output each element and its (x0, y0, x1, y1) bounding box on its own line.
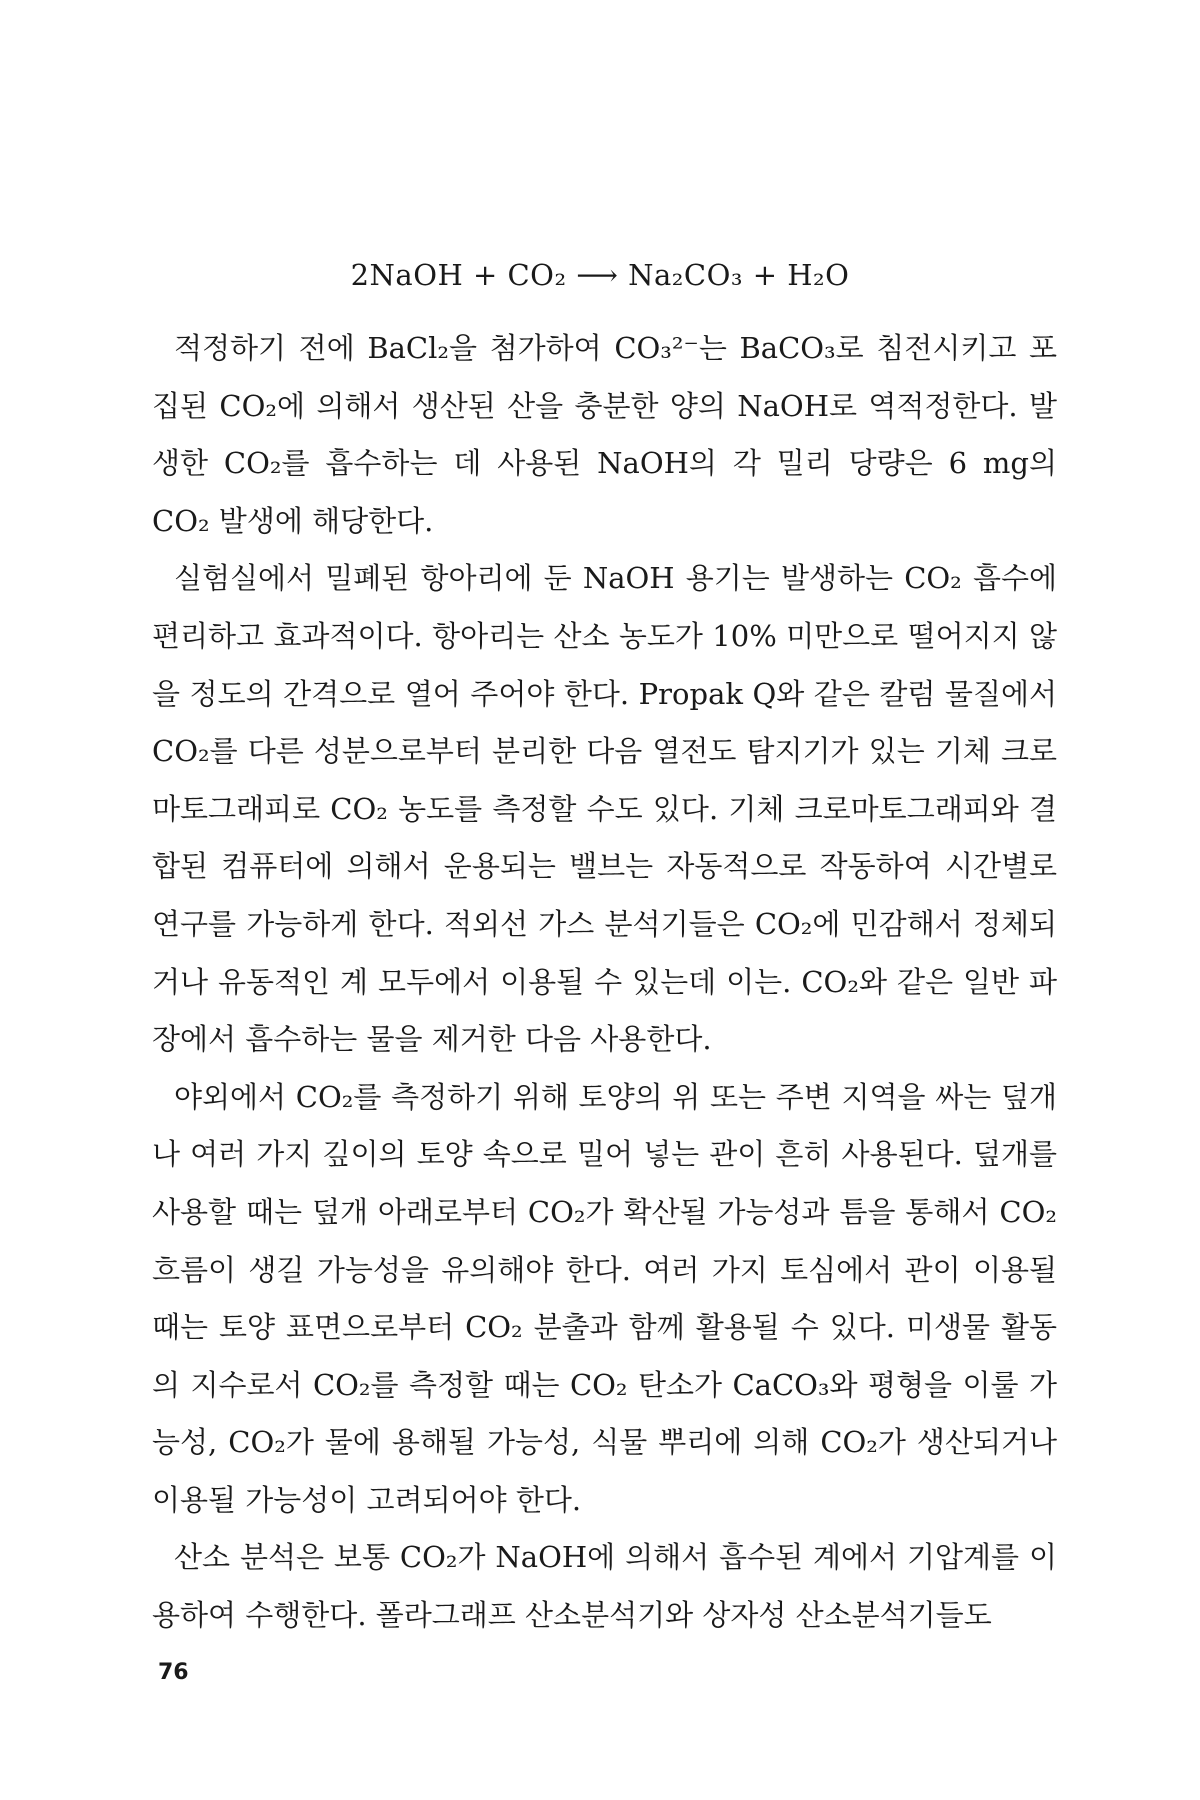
paragraph-laboratory: 실험실에서 밀폐된 항아리에 둔 NaOH 용기는 발생하는 CO₂ 흡수에 편리하고 효과적이다. 항아리는 산소 농도가 10% 미만으로 떨어지지 않을 정도의 간격으로 열어 주어야 한다. Propak Q와 같은 칼럼 물질에서 CO₂를 다른 성분으로부터 분리한 다음 열전도 탐지기가 있는 기체 크로마토그래피로 CO₂ 농도를 측정할 수도 있다. 기체 크로마토그래피와 결합된 컴퓨터에 의해서 운용되는 밸브는 자동적으로 작동하여 시간별로 연구를 가능하게 한다. 적외선 가스 분석기들은 CO₂에 민감해서 정체되거나 유동적인 계 모두에서 이용될 수 있는데 이는. CO₂와 같은 일반 파장에서 흡수하는 물을 제거한 다음 사용한다. (152, 561, 1057, 1057)
body-text (152, 320, 1057, 1645)
chemical-equation: 2NaOH + CO₂ ⟶ Na₂CO₃ + H₂O (350, 258, 850, 292)
paragraph-oxygen-analysis: 산소 분석은 보통 CO₂가 NaOH에 의해서 흡수된 계에서 기압계를 이용하여 수행한다. 폴라그래프 산소분석기와 상자성 산소분석기들도 (152, 1540, 1057, 1633)
paragraph-field-measurement: 야외에서 CO₂를 측정하기 위해 토양의 위 또는 주변 지역을 싸는 덮개나 여러 가지 깊이의 토양 속으로 밀어 넣는 관이 흔히 사용된다. 덮개를 사용할 때는 덮개 아래로부터 CO₂가 확산될 가능성과 틈을 통해서 CO₂ 흐름이 생길 가능성을 유의해야 한다. 여러 가지 토심에서 관이 이용될 때는 토양 표면으로부터 CO₂ 분출과 함께 활용될 수 있다. 미생물 활동의 지수로서 CO₂를 측정할 때는 CO₂ 탄소가 CaCO₃와 평형을 이룰 가능성, CO₂가 물에 용해될 가능성, 식물 뿌리에 의해 CO₂가 생산되거나 이용될 가능성이 고려되어야 한다. (152, 1079, 1057, 1517)
paragraph-titration: 적정하기 전에 BaCl₂을 첨가하여 CO₃²⁻는 BaCO₃로 침전시키고 포집된 CO₂에 의해서 생산된 산을 충분한 양의 NaOH로 역적정한다. 발생한 CO₂를 흡수하는 데 사용된 NaOH의 각 밀리 당량은 6 mg의 CO₂ 발생에 해당한다. (152, 331, 1057, 538)
page-number: 76 (158, 1660, 189, 1685)
